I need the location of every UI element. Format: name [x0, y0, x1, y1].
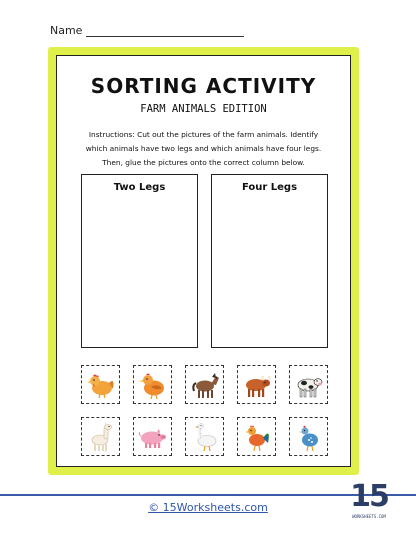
- hen-icon: [137, 369, 169, 401]
- llama-icon: [85, 421, 117, 453]
- rooster-icon: [241, 421, 273, 453]
- worksheet-sheet: [56, 55, 351, 467]
- four-legs-heading: Four Legs: [241, 182, 298, 193]
- bull-icon: [241, 369, 273, 401]
- cutout-pig[interactable]: [133, 417, 172, 456]
- worksheet-subtitle: FARM ANIMALS EDITION: [140, 103, 267, 115]
- worksheet-title: SORTING ACTIVITY: [90, 74, 317, 98]
- instructions-line-3: Then, glue the pictures onto the correct column below.: [102, 158, 305, 167]
- cutout-horse[interactable]: [185, 365, 224, 404]
- logo-word: WORKSHEETS.COM: [352, 514, 386, 519]
- cutout-chicken[interactable]: [81, 365, 120, 404]
- cutout-goose[interactable]: [185, 417, 224, 456]
- horse-icon: [189, 369, 221, 401]
- logo-number: 15: [350, 479, 388, 514]
- worksheets-logo: [350, 479, 388, 528]
- cutout-llama[interactable]: [81, 417, 120, 456]
- cutout-hen[interactable]: [133, 365, 172, 404]
- cutout-turkey[interactable]: [289, 417, 328, 456]
- instructions-line-1: Instructions: Cut out the pictures of the farm animals. Identify: [88, 130, 319, 139]
- chicken-icon: [85, 369, 117, 401]
- cutout-rooster[interactable]: [237, 417, 276, 456]
- cutout-cow[interactable]: [289, 365, 328, 404]
- pig-icon: [137, 421, 169, 453]
- turkey-icon: [293, 421, 325, 453]
- cutout-bull[interactable]: [237, 365, 276, 404]
- name-label: Name: [50, 24, 83, 37]
- cow-icon: [293, 369, 325, 401]
- instructions-line-2: which animals have two legs and which animals have four legs.: [85, 144, 322, 153]
- two-legs-heading: Two Legs: [113, 182, 166, 193]
- name-line[interactable]: [86, 26, 244, 37]
- two-legs-column[interactable]: [81, 174, 198, 348]
- footer-copyright-link[interactable]: © 15Worksheets.com: [148, 501, 268, 514]
- instructions: [67, 128, 340, 170]
- goose-icon: [189, 421, 221, 453]
- four-legs-column[interactable]: [211, 174, 328, 348]
- name-field-row: [50, 24, 244, 37]
